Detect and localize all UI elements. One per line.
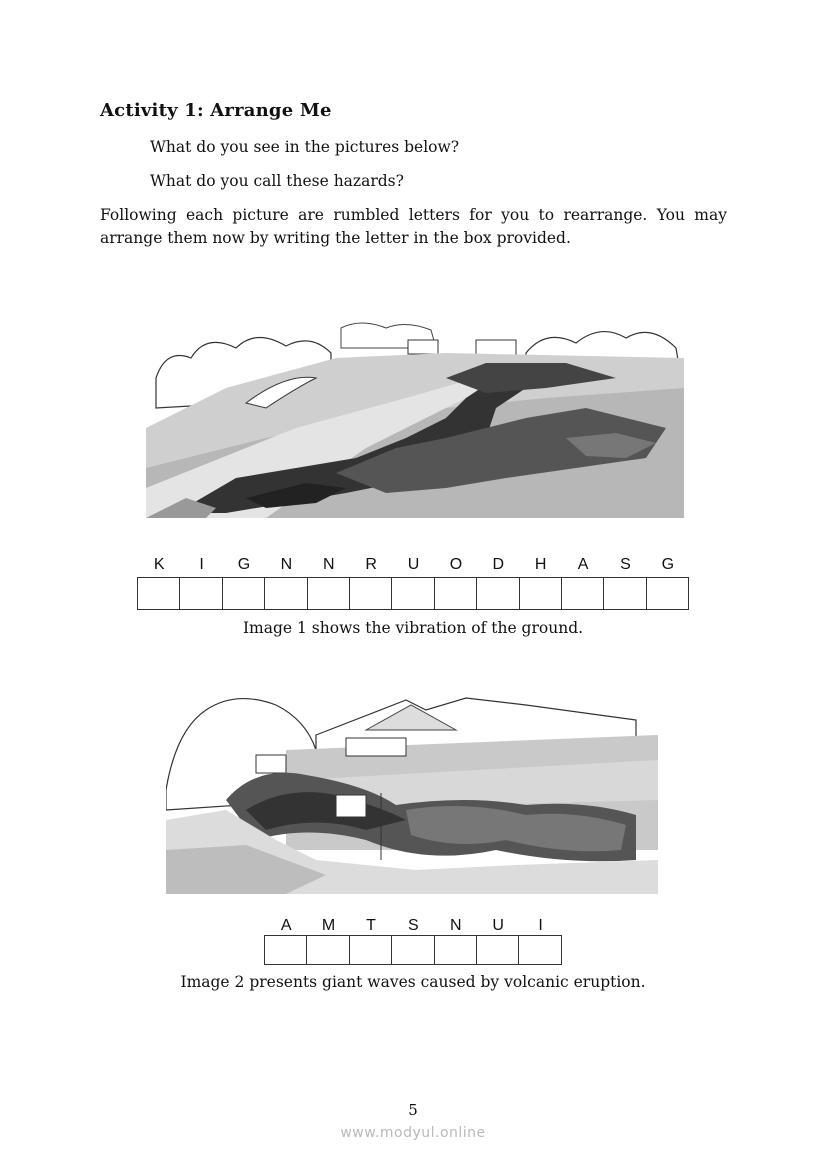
scrambled-letter: D [492,556,505,573]
scrambled-letter: K [153,556,165,573]
scrambled-letter: I [538,917,543,934]
answer-box[interactable] [604,577,646,610]
activity-title: Activity 1: Arrange Me [100,100,332,121]
answer-box[interactable] [477,577,519,610]
watermark: www.modyul.online [340,1125,486,1141]
scrambled-letter: M [321,917,336,934]
answer-box[interactable] [350,935,392,965]
answer-box[interactable] [519,935,561,965]
scrambled-letter: S [408,917,419,934]
scrambled-letter: T [366,917,376,934]
scrambled-letter: G [661,556,675,573]
answer-box[interactable] [520,577,562,610]
scrambled-letter: O [449,556,463,573]
caption-image-1: Image 1 shows the vibration of the ground. [242,619,584,637]
scrambled-letter: A [577,556,589,573]
answer-box[interactable] [350,577,392,610]
answer-box[interactable] [562,577,604,610]
question-1: What do you see in the pictures below? [150,138,460,156]
scrambled-letter: N [280,556,293,573]
page-number: 5 [408,1101,418,1119]
answer-box[interactable] [265,577,307,610]
question-2: What do you call these hazards? [150,172,404,190]
answer-boxes-2 [264,935,562,965]
instructions: Following each picture are rumbled letters for you to rearrange. You may arrange them now by writing the letter in the box provided. [100,206,727,247]
scrambled-letter: S [620,556,631,573]
ground-crack-illustration [146,318,684,518]
scrambled-letter: N [322,556,335,573]
answer-box[interactable] [138,577,180,610]
scrambled-letter: U [492,917,504,934]
scrambled-letter: A [280,917,292,934]
scrambled-letter: G [237,556,251,573]
answer-box[interactable] [223,577,265,610]
scrambled-letter: I [199,556,204,573]
answer-box[interactable] [647,577,689,610]
answer-box[interactable] [477,935,519,965]
scrambled-letter: R [365,556,377,573]
letters-row-1 [138,556,689,574]
answer-boxes-1 [137,577,689,610]
caption-image-2: Image 2 presents giant waves caused by volcanic eruption. [180,973,646,991]
tsunami-volcano-illustration [166,690,658,894]
answer-box[interactable] [308,577,350,610]
answer-box[interactable] [392,935,434,965]
scrambled-letter: H [534,556,547,573]
answer-box[interactable] [435,577,477,610]
answer-box[interactable] [307,935,349,965]
letters-row-2 [265,917,562,935]
answer-box[interactable] [180,577,222,610]
answer-box[interactable] [392,577,434,610]
scrambled-letter: U [407,556,420,573]
answer-box[interactable] [435,935,477,965]
scrambled-letter: N [449,917,462,934]
answer-box[interactable] [265,935,307,965]
